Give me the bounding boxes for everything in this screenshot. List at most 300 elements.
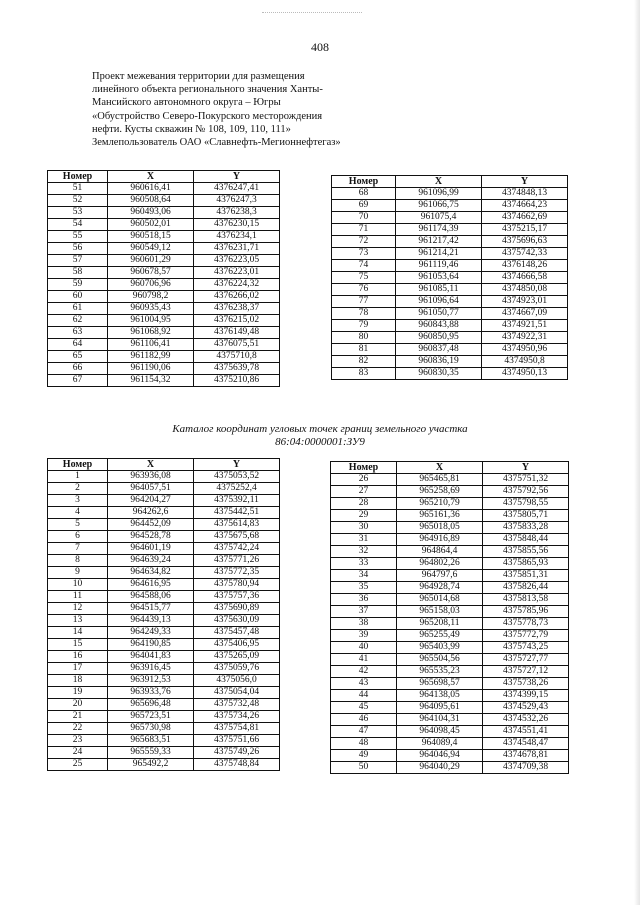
cell-x: 960843,88 xyxy=(396,320,482,332)
cell-x: 964928,74 xyxy=(397,582,483,594)
cell-number: 24 xyxy=(48,747,108,759)
cell-x: 961174,39 xyxy=(396,224,482,236)
cell-y: 4374709,38 xyxy=(483,762,569,774)
table-row xyxy=(332,260,568,272)
cell-y: 4375848,44 xyxy=(483,534,569,546)
cell-x: 965018,05 xyxy=(397,522,483,534)
table-row xyxy=(331,738,569,750)
cell-number: 14 xyxy=(48,627,108,639)
cell-y: 4374950,13 xyxy=(482,368,568,380)
cell-x: 961154,32 xyxy=(108,375,194,387)
cell-number: 12 xyxy=(48,603,108,615)
cell-y: 4374399,15 xyxy=(483,690,569,702)
cell-number: 73 xyxy=(332,248,396,260)
cell-number: 1 xyxy=(48,471,108,483)
cell-y: 4374921,51 xyxy=(482,320,568,332)
cell-x: 964588,06 xyxy=(108,591,194,603)
cell-number: 80 xyxy=(332,332,396,344)
cell-number: 52 xyxy=(48,195,108,207)
cell-number: 79 xyxy=(332,320,396,332)
cell-y: 4376215,02 xyxy=(194,315,280,327)
cell-number: 18 xyxy=(48,675,108,687)
cell-y: 4376238,37 xyxy=(194,303,280,315)
cell-number: 49 xyxy=(331,750,397,762)
cell-number: 57 xyxy=(48,255,108,267)
table-row xyxy=(332,236,568,248)
table-row xyxy=(48,183,280,195)
cell-y: 4376230,15 xyxy=(194,219,280,231)
table-row xyxy=(48,639,280,651)
cell-x: 964040,29 xyxy=(397,762,483,774)
cell-y: 4376231,71 xyxy=(194,243,280,255)
table-row xyxy=(332,200,568,212)
cell-y: 4375054,04 xyxy=(194,687,280,699)
cell-number: 70 xyxy=(332,212,396,224)
cell-number: 76 xyxy=(332,284,396,296)
cell-y: 4375813,58 xyxy=(483,594,569,606)
header-line: Землепользователь ОАО «Славнефть-Мегионнефтегаз» xyxy=(92,137,341,149)
table-row xyxy=(332,272,568,284)
cell-number: 23 xyxy=(48,735,108,747)
cell-y: 4375442,51 xyxy=(194,507,280,519)
header-line: «Обустройство Северо-Покурского месторождения xyxy=(92,110,323,122)
cell-y: 4375252,4 xyxy=(194,483,280,495)
table-row xyxy=(48,615,280,627)
table-row xyxy=(331,702,569,714)
cell-number: 75 xyxy=(332,272,396,284)
cell-y: 4376148,26 xyxy=(482,260,568,272)
cell-x: 961053,64 xyxy=(396,272,482,284)
cell-x: 963936,08 xyxy=(108,471,194,483)
table-row xyxy=(331,486,569,498)
cell-number: 27 xyxy=(331,486,397,498)
cell-y: 4376223,01 xyxy=(194,267,280,279)
cell-y: 4376224,32 xyxy=(194,279,280,291)
cell-number: 58 xyxy=(48,267,108,279)
cell-y: 4375630,09 xyxy=(194,615,280,627)
table-row xyxy=(48,555,280,567)
cell-y: 4376266,02 xyxy=(194,291,280,303)
cell-number: 13 xyxy=(48,615,108,627)
header-line: Мансийского автономного округа – Югры xyxy=(92,97,281,109)
cell-y: 4374548,47 xyxy=(483,738,569,750)
cell-number: 81 xyxy=(332,344,396,356)
header-line: Проект межевания территории для размещения xyxy=(92,71,305,82)
table-row xyxy=(332,284,568,296)
table-row xyxy=(331,762,569,774)
table-row xyxy=(331,750,569,762)
cell-number: 78 xyxy=(332,308,396,320)
cell-number: 60 xyxy=(48,291,108,303)
cell-x: 964046,94 xyxy=(397,750,483,762)
cell-y: 4375742,33 xyxy=(482,248,568,260)
cell-x: 960549,12 xyxy=(108,243,194,255)
col-header-x: X xyxy=(108,171,194,183)
cell-y: 4375059,76 xyxy=(194,663,280,675)
cell-y: 4375798,55 xyxy=(483,498,569,510)
cell-number: 37 xyxy=(331,606,397,618)
cell-number: 36 xyxy=(331,594,397,606)
table-row xyxy=(48,723,280,735)
cell-x: 964041,83 xyxy=(108,651,194,663)
table-row xyxy=(48,699,280,711)
cell-y: 4375690,89 xyxy=(194,603,280,615)
cell-number: 10 xyxy=(48,579,108,591)
table-row xyxy=(48,255,280,267)
cell-y: 4375754,81 xyxy=(194,723,280,735)
cell-x: 965258,69 xyxy=(397,486,483,498)
cell-y: 4375696,63 xyxy=(482,236,568,248)
table-row xyxy=(331,654,569,666)
cell-number: 5 xyxy=(48,519,108,531)
cell-y: 4375727,77 xyxy=(483,654,569,666)
table-row xyxy=(48,543,280,555)
cell-number: 6 xyxy=(48,531,108,543)
cell-x: 964262,6 xyxy=(108,507,194,519)
cell-number: 35 xyxy=(331,582,397,594)
table-row xyxy=(48,327,280,339)
cell-y: 4375855,56 xyxy=(483,546,569,558)
cell-number: 8 xyxy=(48,555,108,567)
cell-x: 964439,13 xyxy=(108,615,194,627)
cell-y: 4375738,26 xyxy=(483,678,569,690)
cell-number: 11 xyxy=(48,591,108,603)
cell-x: 963916,45 xyxy=(108,663,194,675)
col-header-x: X xyxy=(108,459,194,471)
cell-y: 4375748,84 xyxy=(194,759,280,771)
cell-number: 3 xyxy=(48,495,108,507)
cell-y: 4375785,96 xyxy=(483,606,569,618)
cell-number: 29 xyxy=(331,510,397,522)
cell-y: 4375780,94 xyxy=(194,579,280,591)
table-row xyxy=(331,690,569,702)
cell-x: 960837,48 xyxy=(396,344,482,356)
cell-x: 964797,6 xyxy=(397,570,483,582)
table-row xyxy=(48,519,280,531)
cell-y: 4375457,48 xyxy=(194,627,280,639)
cell-number: 21 xyxy=(48,711,108,723)
cell-x: 965492,2 xyxy=(108,759,194,771)
col-header-x: X xyxy=(396,176,482,188)
cell-y: 4374850,08 xyxy=(482,284,568,296)
table-row xyxy=(331,606,569,618)
table-row xyxy=(48,339,280,351)
cell-x: 964057,51 xyxy=(108,483,194,495)
cell-x: 964138,05 xyxy=(397,690,483,702)
table-row xyxy=(48,291,280,303)
cell-y: 4375056,0 xyxy=(194,675,280,687)
col-header-number: Номер xyxy=(331,462,397,474)
cell-y: 4375392,11 xyxy=(194,495,280,507)
col-header-y: Y xyxy=(482,176,568,188)
table-row xyxy=(48,603,280,615)
cell-number: 38 xyxy=(331,618,397,630)
cell-x: 965730,98 xyxy=(108,723,194,735)
cell-number: 63 xyxy=(48,327,108,339)
cell-number: 71 xyxy=(332,224,396,236)
cell-y: 4375639,78 xyxy=(194,363,280,375)
table-row xyxy=(48,483,280,495)
table-row xyxy=(332,296,568,308)
table-row xyxy=(48,591,280,603)
cell-number: 31 xyxy=(331,534,397,546)
cell-x: 964634,82 xyxy=(108,567,194,579)
cell-x: 965504,56 xyxy=(397,654,483,666)
table-row xyxy=(332,248,568,260)
table-row xyxy=(48,267,280,279)
table-row xyxy=(48,351,280,363)
cell-x: 965559,33 xyxy=(108,747,194,759)
cell-number: 19 xyxy=(48,687,108,699)
table-row xyxy=(48,735,280,747)
cell-x: 964639,24 xyxy=(108,555,194,567)
table-row xyxy=(48,243,280,255)
cell-x: 960508,64 xyxy=(108,195,194,207)
cell-y: 4375826,44 xyxy=(483,582,569,594)
cell-y: 4374551,41 xyxy=(483,726,569,738)
cell-number: 56 xyxy=(48,243,108,255)
table-row xyxy=(48,627,280,639)
cell-y: 4374922,31 xyxy=(482,332,568,344)
cell-number: 65 xyxy=(48,351,108,363)
table-row xyxy=(331,498,569,510)
cell-x: 960502,01 xyxy=(108,219,194,231)
cell-x: 965255,49 xyxy=(397,630,483,642)
table-row xyxy=(332,308,568,320)
cell-y: 4375851,31 xyxy=(483,570,569,582)
cell-y: 4375675,68 xyxy=(194,531,280,543)
cell-number: 74 xyxy=(332,260,396,272)
col-header-number: Номер xyxy=(48,171,108,183)
table-row xyxy=(48,675,280,687)
cell-y: 4374923,01 xyxy=(482,296,568,308)
cell-x: 961066,75 xyxy=(396,200,482,212)
cell-x: 965465,81 xyxy=(397,474,483,486)
table-row xyxy=(331,666,569,678)
cell-number: 48 xyxy=(331,738,397,750)
cell-y: 4376247,3 xyxy=(194,195,280,207)
table-row xyxy=(48,303,280,315)
catalog-title: Каталог координат угловых точек границ земельного участка xyxy=(172,423,468,435)
cell-x: 961119,46 xyxy=(396,260,482,272)
cell-x: 963912,53 xyxy=(108,675,194,687)
cell-y: 4376223,05 xyxy=(194,255,280,267)
cell-number: 45 xyxy=(331,702,397,714)
cell-x: 961217,42 xyxy=(396,236,482,248)
cell-number: 39 xyxy=(331,630,397,642)
cell-x: 960935,43 xyxy=(108,303,194,315)
cell-y: 4375215,17 xyxy=(482,224,568,236)
table-row xyxy=(48,471,280,483)
cell-number: 40 xyxy=(331,642,397,654)
cell-number: 26 xyxy=(331,474,397,486)
cell-number: 77 xyxy=(332,296,396,308)
table-row xyxy=(331,522,569,534)
cell-x: 961106,41 xyxy=(108,339,194,351)
cell-number: 66 xyxy=(48,363,108,375)
document-header xyxy=(92,70,422,149)
cell-x: 960493,06 xyxy=(108,207,194,219)
cell-x: 963933,76 xyxy=(108,687,194,699)
cell-x: 960836,19 xyxy=(396,356,482,368)
cell-x: 965696,48 xyxy=(108,699,194,711)
cell-x: 964616,95 xyxy=(108,579,194,591)
cell-x: 965403,99 xyxy=(397,642,483,654)
cell-y: 4375732,48 xyxy=(194,699,280,711)
cell-x: 965158,03 xyxy=(397,606,483,618)
cell-x: 964864,4 xyxy=(397,546,483,558)
cell-number: 53 xyxy=(48,207,108,219)
cell-number: 68 xyxy=(332,188,396,200)
cell-x: 964089,4 xyxy=(397,738,483,750)
cell-x: 960616,41 xyxy=(108,183,194,195)
cell-y: 4375757,36 xyxy=(194,591,280,603)
cell-y: 4375742,24 xyxy=(194,543,280,555)
cell-y: 4375778,73 xyxy=(483,618,569,630)
catalog-caption xyxy=(0,423,640,449)
cell-y: 4375751,32 xyxy=(483,474,569,486)
table-row xyxy=(332,356,568,368)
table-row xyxy=(331,714,569,726)
table-row xyxy=(332,344,568,356)
cell-x: 961182,99 xyxy=(108,351,194,363)
cell-y: 4375614,83 xyxy=(194,519,280,531)
cell-number: 17 xyxy=(48,663,108,675)
col-header-y: Y xyxy=(194,459,280,471)
cell-number: 44 xyxy=(331,690,397,702)
table-row xyxy=(332,320,568,332)
cell-y: 4375771,26 xyxy=(194,555,280,567)
cell-x: 964104,31 xyxy=(397,714,483,726)
table-row xyxy=(48,495,280,507)
cell-number: 83 xyxy=(332,368,396,380)
cell-number: 16 xyxy=(48,651,108,663)
coords-table-51-67 xyxy=(47,170,280,387)
parcel-number: 86:04:0000001:ЗУ9 xyxy=(275,436,365,448)
cell-number: 59 xyxy=(48,279,108,291)
table-row xyxy=(48,375,280,387)
cell-y: 4376149,48 xyxy=(194,327,280,339)
cell-x: 960706,96 xyxy=(108,279,194,291)
cell-y: 4374664,23 xyxy=(482,200,568,212)
cell-y: 4374678,81 xyxy=(483,750,569,762)
table-row xyxy=(331,630,569,642)
col-header-number: Номер xyxy=(332,176,396,188)
table-row xyxy=(48,663,280,675)
table-row xyxy=(331,510,569,522)
cell-x: 965698,57 xyxy=(397,678,483,690)
table-row xyxy=(48,711,280,723)
table-row xyxy=(332,332,568,344)
cell-number: 64 xyxy=(48,339,108,351)
cell-number: 62 xyxy=(48,315,108,327)
cell-y: 4376234,1 xyxy=(194,231,280,243)
table-row xyxy=(48,219,280,231)
cell-number: 51 xyxy=(48,183,108,195)
cell-number: 30 xyxy=(331,522,397,534)
cell-x: 961085,11 xyxy=(396,284,482,296)
cell-y: 4375772,79 xyxy=(483,630,569,642)
scan-artifact xyxy=(262,12,362,15)
cell-y: 4375053,52 xyxy=(194,471,280,483)
cell-y: 4375210,86 xyxy=(194,375,280,387)
cell-x: 964916,89 xyxy=(397,534,483,546)
cell-y: 4375727,12 xyxy=(483,666,569,678)
table-row xyxy=(331,474,569,486)
cell-number: 9 xyxy=(48,567,108,579)
cell-number: 20 xyxy=(48,699,108,711)
cell-x: 960518,15 xyxy=(108,231,194,243)
cell-number: 50 xyxy=(331,762,397,774)
table-row xyxy=(332,188,568,200)
table-row xyxy=(48,567,280,579)
cell-x: 961096,64 xyxy=(396,296,482,308)
cell-x: 964098,45 xyxy=(397,726,483,738)
table-row xyxy=(331,642,569,654)
cell-number: 2 xyxy=(48,483,108,495)
cell-x: 961214,21 xyxy=(396,248,482,260)
cell-x: 961190,06 xyxy=(108,363,194,375)
cell-number: 41 xyxy=(331,654,397,666)
cell-y: 4374667,09 xyxy=(482,308,568,320)
cell-y: 4375406,95 xyxy=(194,639,280,651)
table-row xyxy=(331,594,569,606)
cell-number: 47 xyxy=(331,726,397,738)
table-row xyxy=(48,207,280,219)
table-row xyxy=(331,558,569,570)
cell-y: 4375749,26 xyxy=(194,747,280,759)
cell-x: 961050,77 xyxy=(396,308,482,320)
table-row xyxy=(331,546,569,558)
cell-y: 4374662,69 xyxy=(482,212,568,224)
cell-number: 15 xyxy=(48,639,108,651)
scan-edge-shadow xyxy=(634,0,640,905)
cell-number: 55 xyxy=(48,231,108,243)
cell-number: 28 xyxy=(331,498,397,510)
table-row xyxy=(332,212,568,224)
cell-x: 965161,36 xyxy=(397,510,483,522)
cell-x: 960601,29 xyxy=(108,255,194,267)
cell-x: 960798,2 xyxy=(108,291,194,303)
cell-number: 46 xyxy=(331,714,397,726)
cell-number: 7 xyxy=(48,543,108,555)
cell-x: 964204,27 xyxy=(108,495,194,507)
cell-y: 4375743,25 xyxy=(483,642,569,654)
cell-x: 961068,92 xyxy=(108,327,194,339)
cell-x: 961075,4 xyxy=(396,212,482,224)
table-row xyxy=(48,279,280,291)
table-row xyxy=(331,570,569,582)
cell-x: 965723,51 xyxy=(108,711,194,723)
cell-x: 960850,95 xyxy=(396,332,482,344)
cell-x: 964601,19 xyxy=(108,543,194,555)
cell-number: 33 xyxy=(331,558,397,570)
table-row xyxy=(48,507,280,519)
table-row xyxy=(48,531,280,543)
table-row xyxy=(331,678,569,690)
cell-y: 4375710,8 xyxy=(194,351,280,363)
col-header-number: Номер xyxy=(48,459,108,471)
cell-x: 961004,95 xyxy=(108,315,194,327)
cell-number: 67 xyxy=(48,375,108,387)
cell-x: 964190,85 xyxy=(108,639,194,651)
header-line: нефти. Кусты скважин № 108, 109, 110, 111» xyxy=(92,123,291,135)
table-row xyxy=(331,534,569,546)
header-line: линейного объекта регионального значения Ханты- xyxy=(92,84,323,96)
cell-number: 42 xyxy=(331,666,397,678)
cell-y: 4376238,3 xyxy=(194,207,280,219)
cell-y: 4374532,26 xyxy=(483,714,569,726)
